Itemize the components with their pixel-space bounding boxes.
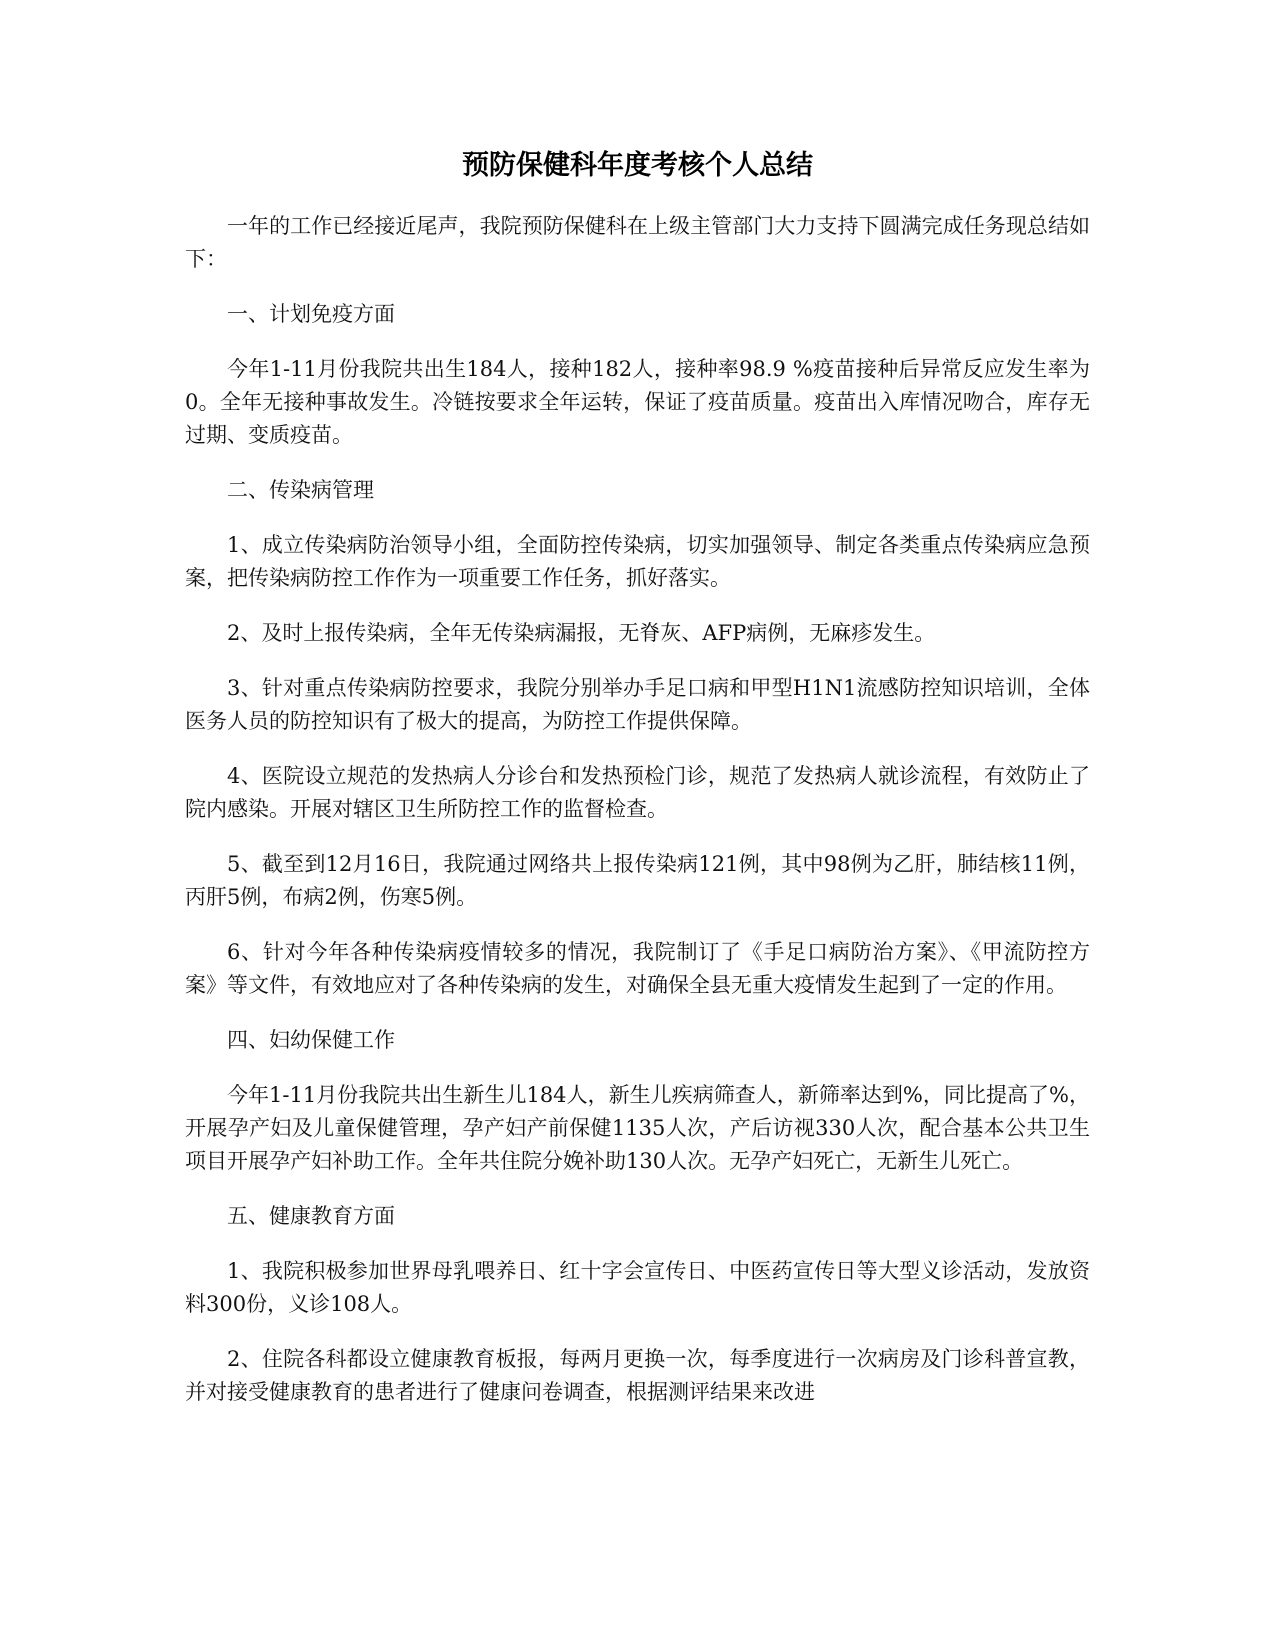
paragraph: 今年1-11月份我院共出生新生儿184人，新生儿疾病筛查人，新筛率达到%，同比提高了%，开展孕产妇及儿童保健管理，孕产妇产前保健1135人次，产后访视330人次，配合基本公共卫生项目开展孕产妇补助工作。全年共住院分娩补助130人次。无孕产妇死亡，无新生儿死亡。 — [185, 1083, 1090, 1173]
document-body — [185, 148, 1090, 1431]
section-heading-infectious-disease: 二、传染病管理 — [227, 478, 374, 502]
paragraph: 2、及时上报传染病，全年无传染病漏报，无脊灰、AFP病例，无麻疹发生。 — [227, 621, 936, 645]
paragraph: 3、针对重点传染病防控要求，我院分别举办手足口病和甲型H1N1流感防控知识培训，全体医务人员的防控知识有了极大的提高，为防控工作提供保障。 — [185, 676, 1090, 733]
paragraph: 1、成立传染病防治领导小组，全面防控传染病，切实加强领导、制定各类重点传染病应急预案，把传染病防控工作作为一项重要工作任务，抓好落实。 — [185, 533, 1090, 590]
paragraph: 1、我院积极参加世界母乳喂养日、红十字会宣传日、中医药宣传日等大型义诊活动，发放资料300份，义诊108人。 — [185, 1259, 1090, 1316]
paragraph: 今年1-11月份我院共出生184人，接种182人，接种率98.9 %疫苗接种后异常反应发生率为0。全年无接种事故发生。冷链按要求全年运转，保证了疫苗质量。疫苗出入库情况吻合，库存无过期、变质疫苗。 — [185, 357, 1090, 447]
paragraph: 2、住院各科都设立健康教育板报，每两月更换一次，每季度进行一次病房及门诊科普宣教，并对接受健康教育的患者进行了健康问卷调查，根据测评结果来改进 — [185, 1347, 1090, 1404]
section-heading-maternal-child-health: 四、妇幼保健工作 — [227, 1028, 395, 1052]
section-heading-immunization: 一、计划免疫方面 — [227, 302, 395, 326]
section-heading-health-education: 五、健康教育方面 — [227, 1204, 395, 1228]
paragraph: 5、截至到12月16日，我院通过网络共上报传染病121例，其中98例为乙肝，肺结核11例，丙肝5例，布病2例，伤寒5例。 — [185, 852, 1090, 909]
paragraph: 4、医院设立规范的发热病人分诊台和发热预检门诊，规范了发热病人就诊流程，有效防止了院内感染。开展对辖区卫生所防控工作的监督检查。 — [185, 764, 1090, 821]
document-title: 预防保健科年度考核个人总结 — [462, 150, 813, 181]
paragraph: 6、针对今年各种传染病疫情较多的情况，我院制订了《手足口病防治方案》、《甲流防控方案》等文件，有效地应对了各种传染病的发生，对确保全县无重大疫情发生起到了一定的作用。 — [185, 940, 1090, 997]
intro-paragraph: 一年的工作已经接近尾声，我院预防保健科在上级主管部门大力支持下圆满完成任务现总结如下： — [185, 214, 1090, 271]
